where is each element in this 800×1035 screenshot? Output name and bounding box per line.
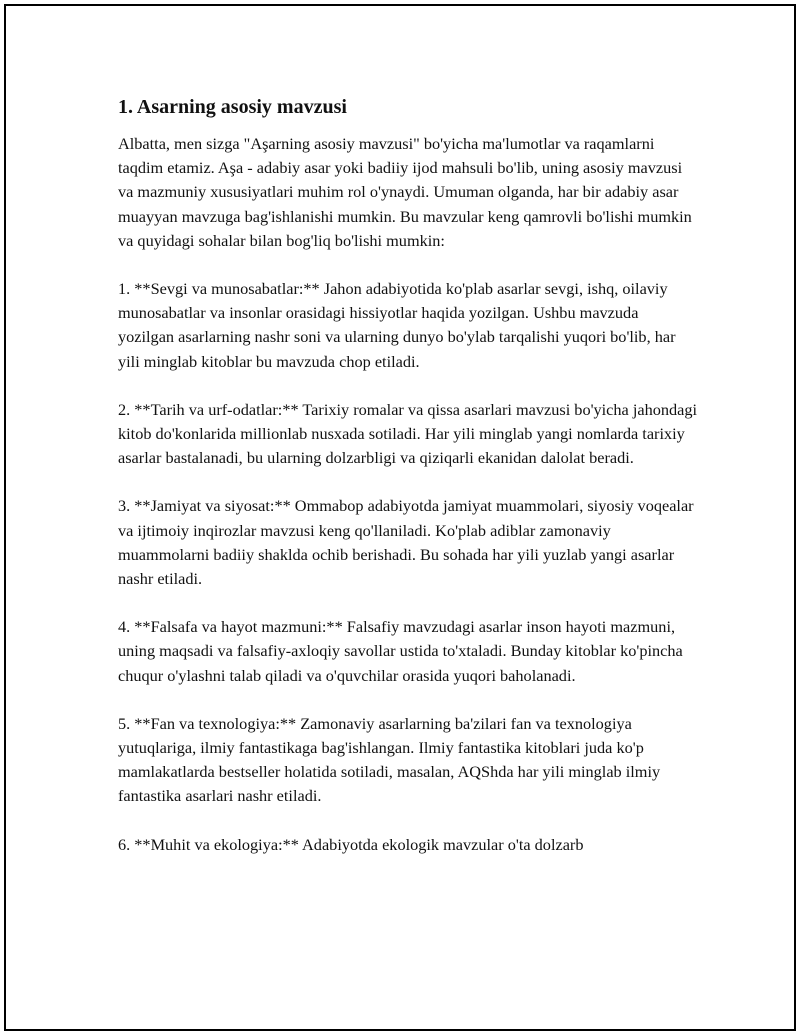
paragraph-society-politics: 3. **Jamiyat va siyosat:** Ommabop adabiyotda jamiyat muammolari, siyosiy voqealar va ijtimoiy inqirozlar mavzusi keng qo'llaniladi. Ko'plab adiblar zamonaviy muammolarni badiiy shaklda ochib berishadi. Bu sohada har yili yuzlab yangi asarlar nashr etiladi.: [118, 496, 694, 589]
paragraph-science-technology: 5. **Fan va texnologiya:** Zamonaviy asarlarning ba'zilari fan va texnologiya yutuqlariga, ilmiy fantastikaga bag'ishlangan. Ilmiy fantastika kitoblari juda ko'p mamlakatlarda bestseller holatida sotiladi, masalan, AQShda har yili minglab ilmiy fantastika asarlari nashr etiladi.: [118, 713, 661, 806]
section-heading: 1. Asarning asosiy mavzusi: [118, 96, 347, 118]
intro-paragraph: Albatta, men sizga "Aşarning asosiy mavzusi" bo'yicha ma'lumotlar va raqamlarni taqdim etamiz. Aşa - adabiy asar yoki badiiy ijod mahsuli bo'lib, uning asosiy mavzusi va mazmuniy xususiyatlari muhim rol o'ynaydi. Umuman olganda, har bir adabiy asar muayyan mavzuga bag'ishlanishi mumkin. Bu mavzular keng qamrovli bo'lishi mumkin va quyidagi sohalar bilan bog'liq bo'lishi mumkin:: [118, 134, 692, 250]
paragraph-love-relationships: 1. **Sevgi va munosabatlar:** Jahon adabiyotida ko'plab asarlar sevgi, ishq, oilaviy munosabatlar va insonlar orasidagi hissiyotlar haqida yozilgan. Ushbu mavzuda yozilgan asarlarning nashr soni va ularning dunyo bo'ylab tarqalishi yuqori bo'lib, har yili minglab kitoblar bu mavzuda chop etiladi.: [118, 279, 676, 371]
paragraph-history-traditions: 2. **Tarih va urf-odatlar:** Tarixiy romalar va qissa asarlari mavzusi bo'yicha jahondagi kitob do'konlarida millionlab nusxada sotiladi. Har yili minglab yangi nomlarda tarixiy asarlar bastalanadi, bu ularning dolzarbligi va qiziqarli ekanidan dalolat beradi.: [118, 399, 698, 468]
paragraph-philosophy-life: 4. **Falsafa va hayot mazmuni:** Falsafiy mavzudagi asarlar inson hayoti mazmuni, uning maqsadi va falsafiy-axloqiy savollar ustida to'xtaladi. Bunday kitoblar ko'pincha chuqur o'ylashni talab qiladi va o'quvchilar orasida yuqori baholanadi.: [118, 617, 683, 685]
document-body: [118, 94, 698, 881]
paragraph-environment-ecology: 6. **Muhit va ekologiya:** Adabiyotda ekologik mavzular o'ta dolzarb: [118, 834, 584, 854]
